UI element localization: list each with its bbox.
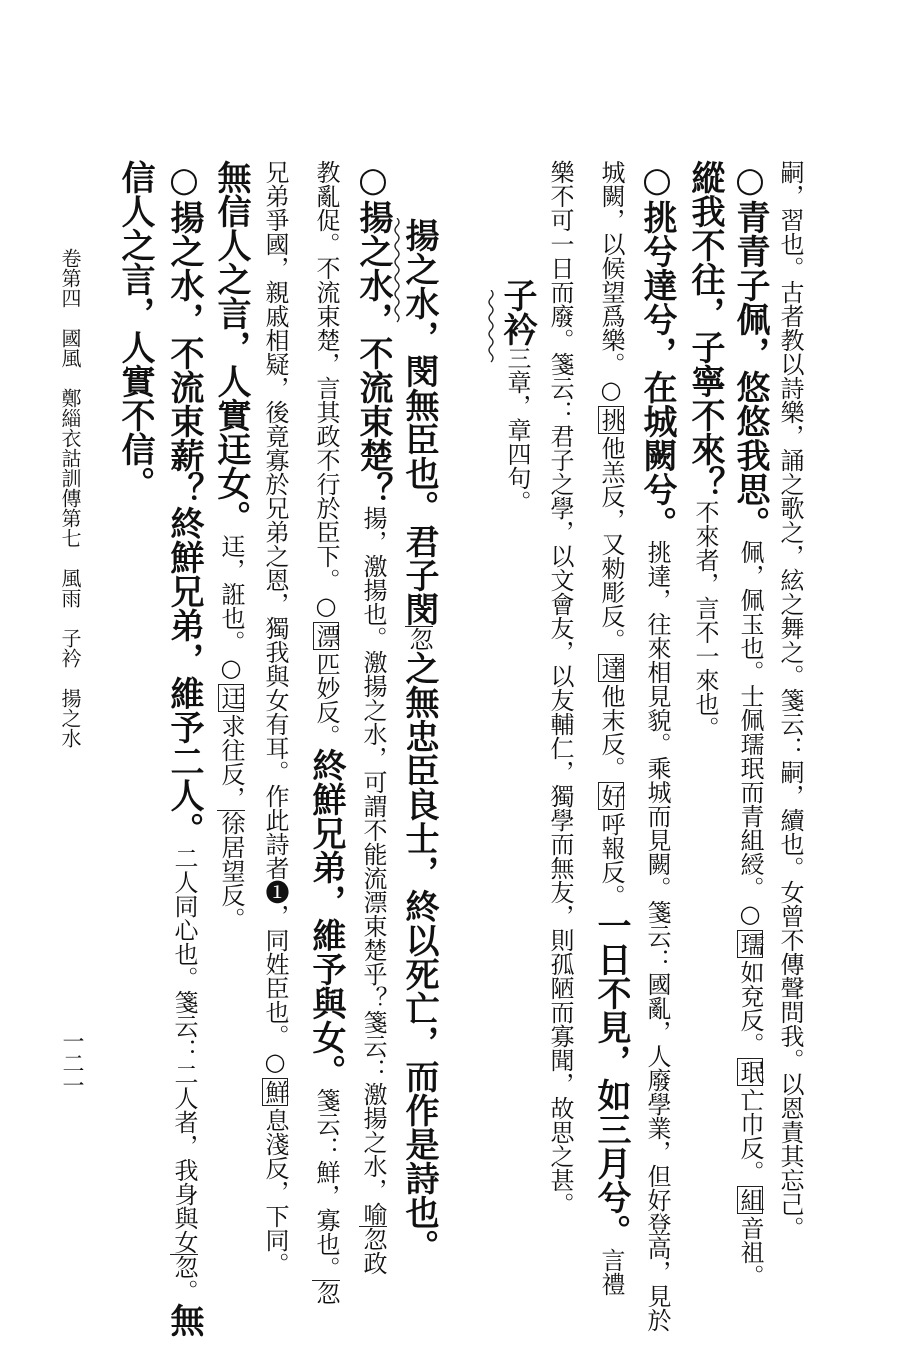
title-marker-zijin bbox=[487, 290, 495, 364]
commentary-text: 息淺反，下同。 bbox=[261, 1108, 289, 1276]
main-text: ○挑兮達兮，在城闕兮。 bbox=[637, 160, 677, 540]
title-marker-yangzhishui bbox=[393, 218, 401, 326]
commentary-text: 樂不可一日而廢。箋云：君子之學，以文會友，以友輔仁，獨學而無友，則孤陋而寡聞，故思之甚。 bbox=[546, 160, 574, 1216]
boxed-phonetic-char: 好 bbox=[597, 784, 625, 808]
proper-name-mark: 忽 bbox=[359, 1227, 387, 1251]
text-column-14 bbox=[115, 160, 155, 500]
commentary-text: 挑達，往來相見貌。乘城而見闕。箋云：國亂，人廢學業，但好登高，見於 bbox=[643, 540, 671, 1332]
proper-name-mark: 忽 bbox=[170, 1255, 198, 1279]
commentary-text: 呼報反。 bbox=[597, 812, 625, 908]
text-column-12 bbox=[211, 160, 251, 931]
commentary-text: 音祖。 bbox=[736, 1216, 764, 1288]
main-text: ○揚之水，不流束楚？ bbox=[353, 160, 393, 506]
text-column-7 bbox=[497, 278, 537, 514]
boxed-phonetic-char: 迋 bbox=[217, 686, 245, 710]
commentary-text: 城闕，以候望爲樂。○ bbox=[597, 160, 625, 404]
text-column-11 bbox=[262, 160, 288, 1276]
page-number: 一二一 bbox=[59, 1030, 84, 1096]
text-column-13 bbox=[164, 160, 204, 1337]
boxed-phonetic-char: 達 bbox=[597, 656, 625, 680]
commentary-text: 二人同心也。箋云：二人者，我身與女 bbox=[170, 846, 198, 1254]
text-column-10 bbox=[306, 160, 346, 1305]
commentary-text: 他羔反，又勑彫反。 bbox=[597, 436, 625, 652]
commentary-text: 匹妙反。 bbox=[312, 652, 340, 748]
commentary-text: 言禮 bbox=[597, 1248, 625, 1296]
main-text: ○揚之水，不流束薪？ bbox=[164, 160, 204, 506]
main-text: 子衿 bbox=[497, 278, 537, 346]
commentary-text: 。 bbox=[170, 1279, 198, 1303]
main-text: ○青青子佩，悠悠我思。 bbox=[730, 160, 770, 540]
commentary-text: 箋云：鮮，寡也。 bbox=[312, 1088, 340, 1280]
proper-name-mark: 忽 bbox=[405, 627, 433, 651]
main-text: 縱我不往，子寧不來？ bbox=[685, 160, 725, 500]
main-text: 之無忠臣良士，終以死亡，而作是詩也。 bbox=[399, 651, 439, 1263]
commentary-text: 政 bbox=[359, 1251, 387, 1275]
main-text: 終鮮兄弟，維予與女。 bbox=[306, 748, 346, 1088]
main-text: 揚之水，閔無臣也。君子閔 bbox=[399, 218, 439, 626]
boxed-phonetic-char: 鮮 bbox=[261, 1080, 289, 1104]
boxed-phonetic-char: 漂 bbox=[312, 624, 340, 648]
proper-name-mark: 忽 bbox=[312, 1281, 340, 1305]
commentary-text: 如兗反。 bbox=[736, 960, 764, 1056]
main-text: 一日不見，如三月兮。 bbox=[591, 908, 631, 1248]
commentary-text: 教亂促。不流束楚，言其政不行於臣下。○ bbox=[312, 160, 340, 620]
text-column-4 bbox=[637, 160, 677, 1332]
text-column-1 bbox=[778, 160, 802, 1240]
commentary-text: 三章，章四句。 bbox=[503, 346, 531, 514]
boxed-phonetic-char: 瓀 bbox=[736, 932, 764, 956]
commentary-text: 嗣，習也。古者教以詩樂，誦之歌之，絃之舞之。箋云：嗣，續也。女曾不傳聲問我。以恩責其忘己。 bbox=[776, 160, 804, 1240]
text-column-3 bbox=[685, 160, 725, 740]
running-footer: 卷第四 國風 鄭緇衣詁訓傳第七 風雨 子衿 揚之水 bbox=[58, 248, 82, 748]
commentary-text: 求往反， bbox=[217, 714, 245, 810]
text-column-9 bbox=[353, 160, 393, 1275]
proper-name-mark: 徐 bbox=[217, 811, 245, 835]
boxed-phonetic-char: 挑 bbox=[597, 408, 625, 432]
main-text: 無信人之言，人實迋女。 bbox=[211, 160, 251, 534]
main-text: 終鮮兄弟，維予二人。 bbox=[164, 506, 204, 846]
commentary-text: 兄弟爭國，親戚相疑，後竟寡於兄弟之恩，獨我與女有耳。作此詩者❶，同姓臣也。○ bbox=[261, 160, 289, 1076]
text-column-5 bbox=[591, 160, 631, 1296]
main-text: 無 bbox=[164, 1303, 204, 1337]
commentary-text: 不來者，言不一來也。 bbox=[691, 500, 719, 740]
boxed-phonetic-char: 組 bbox=[736, 1188, 764, 1212]
text-column-6 bbox=[548, 160, 572, 1216]
commentary-text: 居望反。 bbox=[217, 835, 245, 931]
text-column-8 bbox=[399, 218, 439, 1263]
commentary-text: 佩，佩玉也。士佩瓀珉而青組綬。○ bbox=[736, 540, 764, 928]
commentary-text: 亡巾反。 bbox=[736, 1088, 764, 1184]
main-text: 信人之言，人實不信。 bbox=[115, 160, 155, 500]
commentary-text: 揚，激揚也。激揚之水，可謂不能流漂束楚乎？箋云：激揚之水，喻 bbox=[359, 506, 387, 1226]
text-column-2 bbox=[730, 160, 770, 1288]
boxed-phonetic-char: 珉 bbox=[736, 1060, 764, 1084]
commentary-text: 迋，誑也。○ bbox=[217, 534, 245, 682]
commentary-text: 他末反。 bbox=[597, 684, 625, 780]
